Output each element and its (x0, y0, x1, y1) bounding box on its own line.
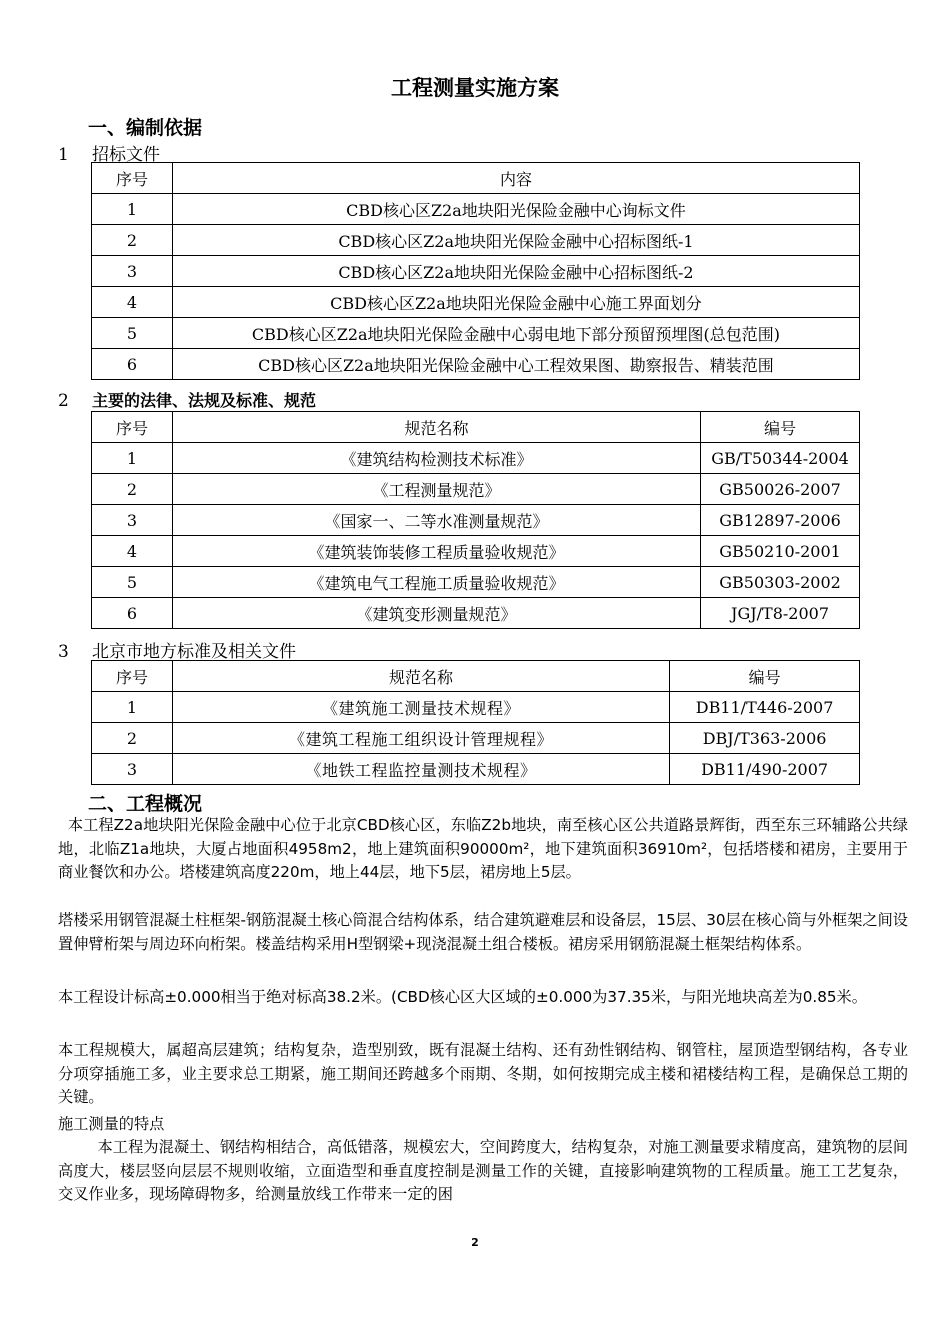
survey-features-heading: 施工测量的特点 (58, 1115, 165, 1133)
table-row (92, 723, 860, 754)
table-cell: CBD核心区Z2a地块阳光保险金融中心询标文件 (172, 194, 859, 225)
table-cell: 3 (92, 754, 173, 785)
table-row (92, 598, 860, 629)
table-cell: 6 (92, 598, 173, 629)
section2-heading: 二、工程概况 (88, 793, 203, 815)
table-cell: 《建筑施工测量技术规程》 (172, 692, 669, 723)
table-cell: CBD核心区Z2a地块阳光保险金融中心弱电地下部分预留预埋图(总包范围) (172, 318, 859, 349)
table-cell: GB50026-2007 (701, 474, 860, 505)
table-cell: 4 (92, 536, 173, 567)
table-header-row (92, 661, 860, 692)
table-cell: 4 (92, 287, 173, 318)
table-cell: DBJ/T363-2006 (670, 723, 860, 754)
table-cell: 《建筑工程施工组织设计管理规程》 (172, 723, 669, 754)
bidding-documents-table (91, 162, 860, 380)
table-cell: 《国家一、二等水准测量规范》 (172, 505, 700, 536)
table-cell: 1 (92, 443, 173, 474)
sub2-heading (58, 388, 316, 411)
header-cell: 编号 (670, 661, 860, 692)
table-cell: 《建筑装饰装修工程质量验收规范》 (172, 536, 700, 567)
sub1-label: 招标文件 (92, 145, 160, 165)
table-row (92, 287, 860, 318)
table-row (92, 443, 860, 474)
table-cell: 6 (92, 349, 173, 380)
table-cell: DB11/T446-2007 (670, 692, 860, 723)
header-cell: 序号 (92, 661, 173, 692)
sub2-label: 主要的法律、法规及标准、规范 (92, 391, 317, 410)
table-row (92, 474, 860, 505)
table-row (92, 349, 860, 380)
table-cell: GB50210-2001 (701, 536, 860, 567)
table-cell: GB12897-2006 (701, 505, 860, 536)
table-cell: 《建筑电气工程施工质量验收规范》 (172, 567, 700, 598)
table-cell: DB11/490-2007 (670, 754, 860, 785)
section1-heading: 一、编制依据 (88, 117, 203, 139)
header-cell: 序号 (92, 163, 173, 194)
table-cell: 1 (92, 194, 173, 225)
sub3-number: 3 (58, 642, 69, 662)
table-row (92, 505, 860, 536)
table-row (92, 225, 860, 256)
table-row (92, 754, 860, 785)
sub2-number: 2 (58, 391, 69, 411)
elevation-paragraph: 本工程设计标高±0.000相当于绝对标高38.2米。(CBD核心区大区域的±0.000为37.35米，与阳光地块高差为0.85米。 (58, 988, 867, 1006)
document-title: 工程测量实施方案 (391, 76, 559, 100)
sub1-number: 1 (58, 145, 69, 165)
table-cell: 《建筑变形测量规范》 (172, 598, 700, 629)
beijing-standards-table (91, 660, 860, 785)
complexity-paragraph: 本工程规模大，属超高层建筑；结构复杂，造型别致，既有混凝土结构、还有劲性钢结构、钢管柱，屋顶造型钢结构，各专业分项穿插施工多，业主要求总工期紧，施工期间还跨越多个雨期、冬期，如何按期完成主楼和裙楼结构工程，是确保总工期的关键。 (58, 1041, 908, 1106)
header-cell: 序号 (92, 412, 173, 443)
table-cell: 《工程测量规范》 (172, 474, 700, 505)
standards-table (91, 411, 860, 629)
table-cell: 《地铁工程监控量测技术规程》 (172, 754, 669, 785)
page-number: 2 (471, 1236, 479, 1249)
header-cell: 规范名称 (172, 412, 700, 443)
table-header-row (92, 163, 860, 194)
table-cell: CBD核心区Z2a地块阳光保险金融中心工程效果图、勘察报告、精装范围 (172, 349, 859, 380)
table-cell: 3 (92, 256, 173, 287)
table-row (92, 194, 860, 225)
table-row (92, 692, 860, 723)
structure-paragraph: 塔楼采用钢管混凝土柱框架-钢筋混凝土核心筒混合结构体系，结合建筑避难层和设备层，15层、30层在核心筒与外框架之间设置伸臂桁架与周边环向桁架。楼盖结构采用H型钢梁+现浇混凝土组合楼板。裙房采用钢筋混凝土框架结构体系。 (58, 911, 908, 953)
table-cell: CBD核心区Z2a地块阳光保险金融中心施工界面划分 (172, 287, 859, 318)
table-row (92, 256, 860, 287)
table-cell: 1 (92, 692, 173, 723)
survey-features-paragraph: 本工程为混凝土、钢结构相结合，高低错落，规模宏大，空间跨度大，结构复杂，对施工测量要求精度高，建筑物的层间高度大，楼层竖向层层不规则收缩，立面造型和垂直度控制是测量工作的关键，直接影响建筑物的工程质量。施工工艺复杂，交叉作业多，现场障碍物多，给测量放线工作带来一定的困 (58, 1138, 909, 1203)
table-cell: CBD核心区Z2a地块阳光保险金融中心招标图纸-2 (172, 256, 859, 287)
sub3-label: 北京市地方标准及相关文件 (92, 642, 296, 662)
table-cell: GB50303-2002 (701, 567, 860, 598)
table-row (92, 536, 860, 567)
table-cell: 5 (92, 567, 173, 598)
header-cell: 编号 (701, 412, 860, 443)
table-cell: 2 (92, 723, 173, 754)
sub3-heading (58, 637, 296, 662)
table-cell: 3 (92, 505, 173, 536)
table-cell: 5 (92, 318, 173, 349)
table-cell: GB/T50344-2004 (701, 443, 860, 474)
header-cell: 规范名称 (172, 661, 669, 692)
table-cell: 2 (92, 474, 173, 505)
header-cell: 内容 (172, 163, 859, 194)
table-cell: CBD核心区Z2a地块阳光保险金融中心招标图纸-1 (172, 225, 859, 256)
table-cell: 2 (92, 225, 173, 256)
table-cell: JGJ/T8-2007 (701, 598, 860, 629)
table-cell: 《建筑结构检测技术标准》 (172, 443, 700, 474)
table-row (92, 567, 860, 598)
project-overview-paragraph: 本工程Z2a地块阳光保险金融中心位于北京CBD核心区，东临Z2b地块，南至核心区公共道路景辉街，西至东三环辅路公共绿地，北临Z1a地块，大厦占地面积4958m2，地上建筑面积90000m²，地下建筑面积36910m²，包括塔楼和裙房，主要用于商业餐饮和办公。塔楼建筑高度220m，地上44层，地下5层，裙房地上5层。 (58, 816, 908, 881)
table-row (92, 318, 860, 349)
table-header-row (92, 412, 860, 443)
